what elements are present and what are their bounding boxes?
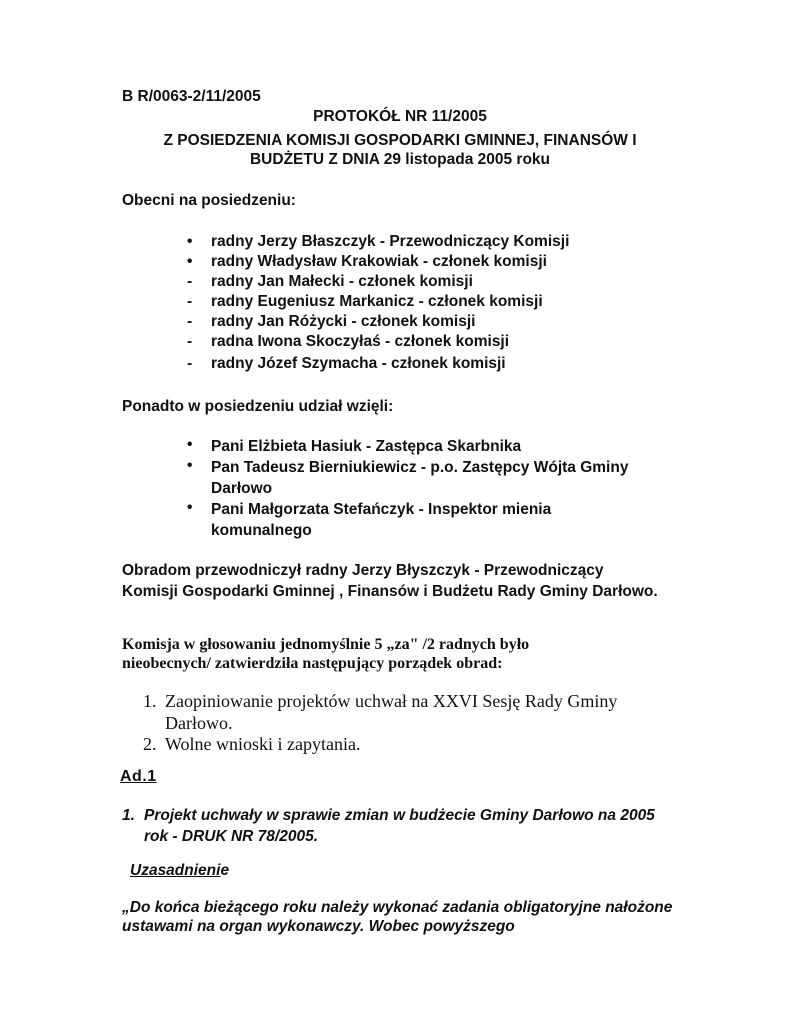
agenda-number: 1. bbox=[143, 691, 157, 711]
list-item bbox=[187, 333, 509, 351]
ad-heading: Ad.1 bbox=[120, 768, 157, 785]
project-item bbox=[122, 805, 682, 847]
agenda-text: Zaopiniowanie projektów uchwał na XXVI Sesję Rady Gminy Darłowo. bbox=[165, 691, 618, 733]
agenda-item bbox=[143, 733, 685, 755]
participant-text: Pani Małgorzata Stefańczyk - Inspektor mienia komunalnego bbox=[211, 501, 552, 539]
bullet-marker: • bbox=[187, 233, 193, 250]
member-text: radny Władysław Krakowiak - członek komisji bbox=[211, 253, 547, 270]
list-item bbox=[187, 233, 569, 251]
agenda-item bbox=[143, 690, 670, 734]
list-item bbox=[187, 436, 691, 457]
member-text: radny Józef Szymacha - członek komisji bbox=[211, 355, 506, 372]
participants-heading: Ponadto w posiedzeniu udział wzięli: bbox=[122, 398, 394, 415]
member-text: radny Jerzy Błaszczyk - Przewodniczący Komisji bbox=[211, 233, 570, 250]
justification-heading bbox=[130, 862, 229, 880]
list-item bbox=[187, 457, 681, 499]
protocol-subtitle-line2: BUDŻETU Z DNIA 29 listopada 2005 roku bbox=[249, 151, 551, 168]
dash-marker: - bbox=[187, 333, 193, 350]
bullet-marker: • bbox=[187, 253, 193, 270]
justification-quote: „Do końca bieżącego roku należy wykonać zadania obligatoryjne nałożone ustawami na organ wykonawczy. Wobec powyższego bbox=[122, 899, 673, 935]
justification-label: Uzasadnieni bbox=[130, 862, 221, 879]
dash-marker: - bbox=[187, 293, 193, 310]
list-item bbox=[187, 253, 547, 271]
agenda-text: Wolne wnioski i zapytania. bbox=[165, 734, 361, 754]
member-text: radny Jan Małecki - członek komisji bbox=[211, 273, 473, 290]
vote-paragraph: Komisja w głosowaniu jednomyślnie 5 „za" /2 radnych było nieobecnych/ zatwierdziła następujący porządek obrad: bbox=[122, 636, 530, 672]
list-item bbox=[187, 355, 506, 373]
dash-marker: - bbox=[187, 355, 193, 372]
present-heading: Obecni na posiedzeniu: bbox=[122, 192, 296, 209]
bullet-marker: • bbox=[187, 499, 193, 516]
list-item bbox=[187, 499, 611, 541]
member-text: radny Eugeniusz Markanicz - członek komisji bbox=[211, 293, 543, 310]
bullet-marker: • bbox=[187, 436, 193, 453]
project-number: 1. bbox=[122, 807, 135, 824]
participant-text: Pan Tadeusz Bierniukiewicz - p.o. Zastępcy Wójta Gminy Darłowo bbox=[211, 459, 629, 497]
list-item bbox=[187, 313, 475, 331]
justification-label-tail: e bbox=[220, 862, 230, 879]
participant-text: Pani Elżbieta Hasiuk - Zastępca Skarbnika bbox=[211, 438, 522, 455]
list-item bbox=[187, 273, 473, 291]
dash-marker: - bbox=[187, 273, 193, 290]
list-item bbox=[187, 293, 543, 311]
protocol-subtitle-line1: Z POSIEDZENIA KOMISJI GOSPODARKI GMINNEJ, FINANSÓW I bbox=[163, 132, 637, 149]
bullet-marker: • bbox=[187, 457, 193, 474]
document-reference: B R/0063-2/11/2005 bbox=[122, 88, 261, 105]
chair-paragraph: Obradom przewodniczył radny Jerzy Błyszczyk - Przewodniczący Komisji Gospodarki Gminnej , Finansów i Budżetu Rady Gminy Darłowo. bbox=[122, 562, 658, 600]
protocol-title: PROTOKÓŁ NR 11/2005 bbox=[313, 108, 487, 125]
project-text: Projekt uchwały w sprawie zmian w budżecie Gminy Darłowo na 2005 rok - DRUK NR 78/2005. bbox=[144, 807, 655, 845]
member-text: radny Jan Różycki - członek komisji bbox=[211, 313, 476, 330]
agenda-number: 2. bbox=[143, 734, 157, 754]
dash-marker: - bbox=[187, 313, 193, 330]
member-text: radna Iwona Skoczyłaś - członek komisji bbox=[211, 333, 510, 350]
